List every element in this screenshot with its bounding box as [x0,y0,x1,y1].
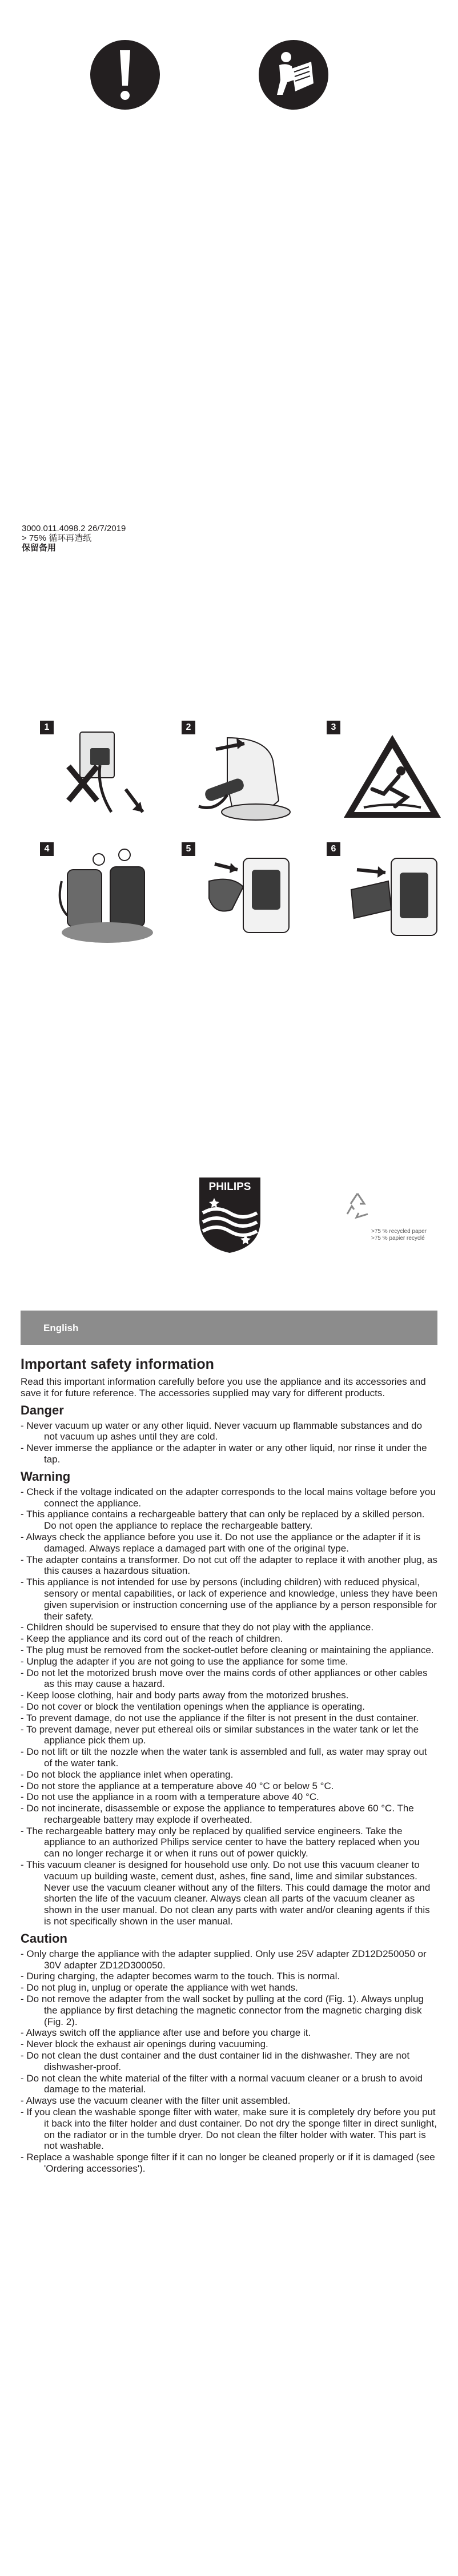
figure-6 [327,842,452,951]
list-item: - This appliance contains a rechargeable battery that can only be replaced by a skilled person. Do not open the appliance to replace the rechargeable battery. [21,1509,425,1532]
recycled-paper-en: >75 % recycled paper [371,1228,427,1235]
figure-5 [182,842,307,951]
list-item: - Do not use the appliance in a room with a temperature above 40 °C. [21,1791,319,1803]
recycle-icon [343,1191,372,1221]
figure-4 [40,842,166,951]
figure-number: 6 [327,842,340,856]
list-item: - Do not clean the white material of the filter with a normal vacuum cleaner or a brush to avoid damage to the material. [21,2072,423,2095]
danger-title: Danger [21,1402,64,1417]
philips-logo [197,1175,263,1255]
figure-number: 4 [40,842,54,856]
list-item: - Do not remove the adapter from the wall socket by pulling at the cord (Fig. 1). Always unplug the appliance by first detaching the magnetic connector from the magnetic charging disk (Fig. 2). [21,1994,424,2027]
list-item: - Do not block the appliance inlet when operating. [21,1769,234,1780]
list-item: - Do not plug in, unplug or operate the appliance with wet hands. [21,1982,298,1994]
list-item: - Replace a washable sponge filter if it can no longer be cleaned properly or if it is damaged (see 'Ordering accessories'). [21,2152,435,2174]
print-info [22,524,126,553]
list-item: - Check if the voltage indicated on the adapter corresponds to the local mains voltage before you connect the appliance. [21,1486,436,1509]
warning-title: Warning [21,1469,71,1484]
figure-number: 2 [182,721,195,734]
wet-floor-warning-illustration [338,726,447,823]
figure-number: 3 [327,721,340,734]
list-item: - Always use the vacuum cleaner with the filter unit assembled. [21,2095,291,2107]
list-item: - This appliance is not intended for use by persons (including children) with reduced physical, sensory or mental capabilities, or lack of experience and knowledge, unless they have been given supervision or instruction concerning use of the appliance by a person responsible for their safety. [21,1577,437,1622]
list-item: - Never block the exhaust air openings during vacuuming. [21,2039,268,2050]
keep-note: 保留备用 [22,543,57,553]
caution-title: Caution [21,1931,67,1946]
list-item: - Do not store the appliance at a temperature above 40 °C or below 5 °C. [21,1780,334,1791]
list-item: - If you clean the washable sponge filter with water, make sure it is completely dry before you put it back into the filter holder and dust container. Do not dry the sponge filter in direct sunlight, on the radiator or in the tumble dryer. Do not clean the filter holder with water. This part is not washable. [21,2107,437,2152]
list-item: - The rechargeable battery may only be replaced by qualified service engineers. Take the appliance to an authorized Philips service center to have the battery replaced when you can no longer recharge it or when it runs out of power quickly. [21,1825,420,1859]
figure-number: 1 [40,721,54,734]
list-item: - During charging, the adapter becomes warm to the touch. This is normal. [21,1971,340,1982]
recycle-text [371,1228,427,1242]
figure-3 [327,721,452,829]
list-item: - Do not cover or block the ventilation openings when the appliance is operating. [21,1701,365,1712]
list-item: - Keep loose clothing, hair and body parts away from the motorized brushes. [21,1690,349,1701]
list-item: - The adapter contains a transformer. Do not cut off the adapter to replace it with another plug, as this causes a hazardous situation. [21,1554,437,1577]
recycled-paper-fr: >75 % papier recyclé [371,1235,425,1241]
recycled-paper-note: > 75% 循环再造纸 [22,533,92,543]
list-item: - Never immerse the appliance or the adapter in water or any other liquid, nor rinse it under the tap. [21,1442,427,1465]
figure-2 [182,721,307,829]
list-item: - Unplug the adapter if you are not going to use the appliance for some time. [21,1655,348,1667]
unplug-adapter-illustration [57,726,160,823]
detach-connector-illustration [193,726,302,823]
language-label: English [43,1323,79,1333]
replace-filter-illustration [343,847,451,947]
caution-list [21,1948,437,2175]
figure-number: 5 [182,842,195,856]
filter-removal-illustration [56,847,164,947]
list-item: - Only charge the appliance with the adapter supplied. Only use 25V adapter ZD12D250050 or 30V adapter ZD12D300050. [21,1948,427,1971]
list-item: - Do not incinerate, disassemble or expose the appliance to temperatures above 60 °C. The rechargeable battery may explode if overheated. [21,1803,414,1825]
warning-list [21,1486,437,1927]
list-item: - Always check the appliance before you use it. Do not use the appliance or the adapter if it is damaged. Always replace a damaged part with one of the original type. [21,1531,421,1554]
list-item: - This vacuum cleaner is designed for household use only. Do not use this vacuum cleaner to vacuum up building waste, cement dust, ashes, fine sand, lime and similar substances. Never use the vacuum cleaner without any of the filters. This could damage the motor and shorten the life of the vacuum cleaner. Always clean all parts of the vacuum cleaner as shown in the user manual. Do not clean any parts with water and/or cleaning agents if this is not specifically shown in the user manual. [21,1859,431,1927]
list-item: - Do not clean the dust container and the dust container lid in the dishwasher. They are not dishwasher-proof. [21,2050,410,2072]
intro-paragraph: Read this important information carefully before you use the appliance and its accessories and save it for future reference. The accessories supplied may vary for different products. [21,1376,426,1398]
exclamation-warning-icon [90,40,160,110]
list-item: - Always switch off the appliance after use and before you charge it. [21,2027,311,2039]
list-item: - To prevent damage, do not use the appliance if the filter is not present in the dust container. [21,1712,419,1723]
list-item: - Keep the appliance and its cord out of the reach of children. [21,1633,283,1645]
section-heading: Important safety information [21,1356,214,1372]
open-container-illustration [198,847,306,947]
print-code: 3000.011.4098.2 26/7/2019 [22,524,126,533]
philips-wordmark: PHILIPS [208,1181,251,1193]
language-header [21,1311,437,1345]
list-item: - The plug must be removed from the socket-outlet before cleaning or maintaining the appliance. [21,1644,434,1655]
list-item: - Do not let the motorized brush move over the mains cords of other appliances or other cables as this may cause a hazard. [21,1667,428,1690]
read-manual-icon [259,40,328,110]
list-item: - Never vacuum up water or any other liquid. Never vacuum up flammable substances and do not vacuum up ashes until they are cold. [21,1420,423,1442]
list-item: - To prevent damage, never put ethereal oils or similar substances in the water tank or let the appliance pick them up. [21,1723,419,1746]
figure-1 [40,721,166,829]
list-item: - Children should be supervised to ensure that they do not play with the appliance. [21,1622,374,1633]
safety-content [21,1356,437,2175]
danger-list [21,1420,437,1465]
list-item: - Do not lift or tilt the nozzle when the water tank is assembled and full, as water may spray out of the water tank. [21,1746,427,1769]
